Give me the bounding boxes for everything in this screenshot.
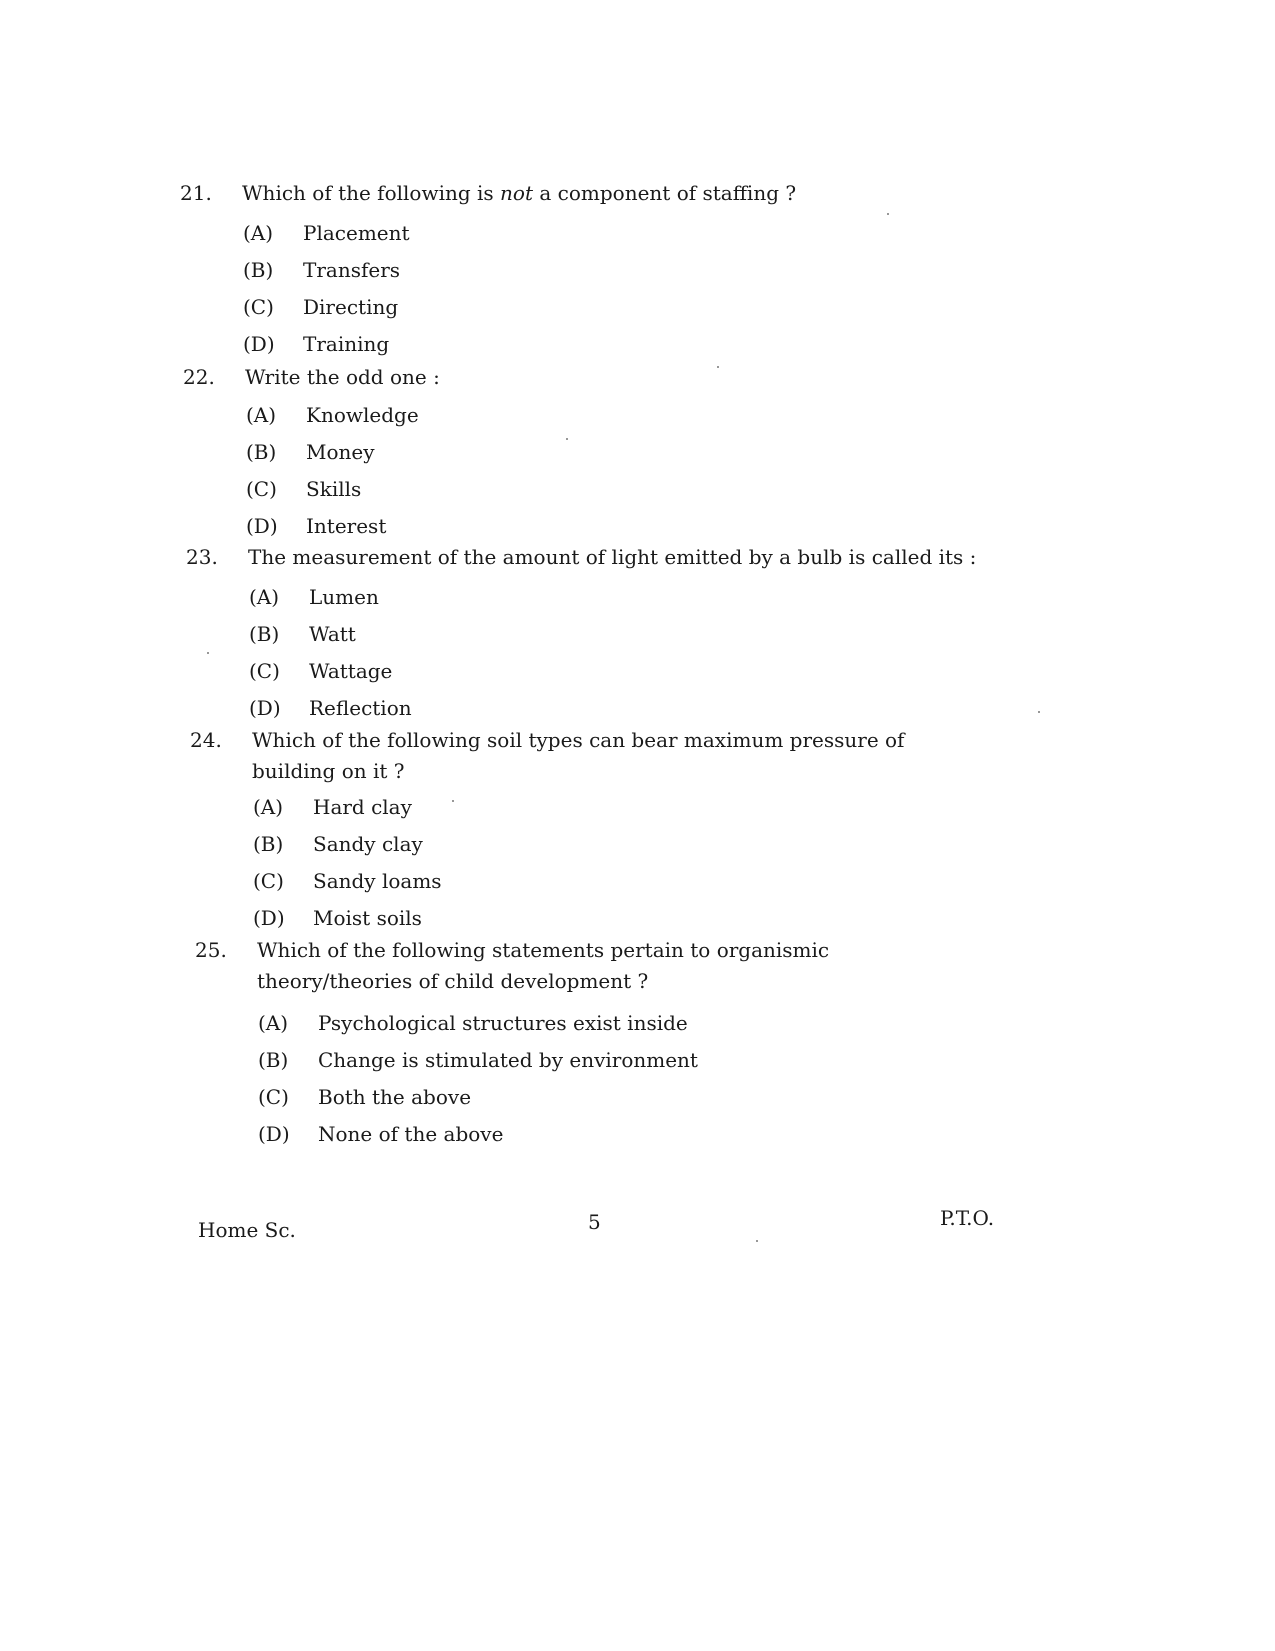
emphasis-not: not bbox=[500, 181, 534, 205]
option-letter: (B) bbox=[253, 832, 284, 856]
question-23 bbox=[186, 542, 1006, 727]
question-22 bbox=[183, 362, 1003, 545]
option-c bbox=[186, 653, 1006, 690]
option-d bbox=[195, 1116, 975, 1153]
question-25 bbox=[195, 935, 975, 1153]
option-text: Wattage bbox=[309, 659, 393, 683]
question-number: 24. bbox=[190, 728, 222, 752]
option-letter: (D) bbox=[243, 332, 275, 356]
question-text: Which of the following statements pertain to organismic theory/theories of child development ? bbox=[257, 938, 830, 993]
scan-speck bbox=[887, 213, 889, 215]
options-list bbox=[183, 397, 1003, 545]
scan-speck bbox=[717, 366, 719, 368]
option-c bbox=[180, 289, 1000, 326]
option-a bbox=[186, 579, 1006, 616]
option-letter: (C) bbox=[253, 869, 284, 893]
option-letter: (C) bbox=[243, 295, 274, 319]
option-d bbox=[180, 326, 1000, 363]
option-text: Knowledge bbox=[306, 403, 419, 427]
option-text: Directing bbox=[303, 295, 399, 319]
question-number: 23. bbox=[186, 545, 218, 569]
option-letter: (B) bbox=[258, 1048, 289, 1072]
option-b bbox=[180, 252, 1000, 289]
options-list bbox=[186, 579, 1006, 727]
option-text: Both the above bbox=[318, 1085, 472, 1109]
scan-speck bbox=[756, 1240, 758, 1242]
option-text: Training bbox=[303, 332, 390, 356]
option-text: Watt bbox=[309, 622, 356, 646]
question-header bbox=[180, 178, 1000, 209]
option-letter: (A) bbox=[243, 221, 274, 245]
option-text: Interest bbox=[306, 514, 387, 538]
option-letter: (A) bbox=[258, 1011, 289, 1035]
scan-speck bbox=[566, 438, 568, 440]
options-list bbox=[180, 215, 1000, 363]
options-list bbox=[190, 789, 970, 937]
footer-pto: P.T.O. bbox=[940, 1206, 995, 1230]
option-text: Moist soils bbox=[313, 906, 422, 930]
option-letter: (A) bbox=[246, 403, 277, 427]
option-d bbox=[186, 690, 1006, 727]
option-a bbox=[195, 1005, 975, 1042]
footer-page-number: 5 bbox=[588, 1210, 601, 1234]
option-letter: (C) bbox=[246, 477, 277, 501]
question-text: The measurement of the amount of light emitted by a bulb is called its : bbox=[248, 545, 977, 569]
option-b bbox=[183, 434, 1003, 471]
scan-speck bbox=[207, 652, 209, 654]
option-letter: (A) bbox=[253, 795, 284, 819]
question-21 bbox=[180, 178, 1000, 363]
scan-speck bbox=[452, 800, 454, 802]
option-text: Hard clay bbox=[313, 795, 412, 819]
option-text: Reflection bbox=[309, 696, 412, 720]
option-c bbox=[195, 1079, 975, 1116]
footer-subject: Home Sc. bbox=[198, 1218, 296, 1242]
option-c bbox=[190, 863, 970, 900]
question-text: Which of the following is not a component of staffing ? bbox=[242, 181, 797, 205]
option-d bbox=[190, 900, 970, 937]
option-text: Sandy loams bbox=[313, 869, 442, 893]
question-number: 21. bbox=[180, 181, 212, 205]
option-text: None of the above bbox=[318, 1122, 504, 1146]
question-header bbox=[186, 542, 1006, 573]
option-text: Money bbox=[306, 440, 375, 464]
option-text: Lumen bbox=[309, 585, 379, 609]
option-letter: (A) bbox=[249, 585, 280, 609]
option-d bbox=[183, 508, 1003, 545]
option-text: Transfers bbox=[303, 258, 401, 282]
option-letter: (C) bbox=[258, 1085, 289, 1109]
option-letter: (D) bbox=[249, 696, 281, 720]
question-text: Which of the following soil types can bear maximum pressure of building on it ? bbox=[252, 728, 905, 783]
option-letter: (B) bbox=[249, 622, 280, 646]
question-number: 25. bbox=[195, 938, 227, 962]
option-a bbox=[190, 789, 970, 826]
option-text: Sandy clay bbox=[313, 832, 423, 856]
option-letter: (C) bbox=[249, 659, 280, 683]
option-text: Skills bbox=[306, 477, 362, 501]
scan-speck bbox=[1038, 711, 1040, 713]
option-a bbox=[183, 397, 1003, 434]
question-text: Write the odd one : bbox=[245, 365, 440, 389]
question-header bbox=[190, 725, 970, 787]
option-letter: (D) bbox=[246, 514, 278, 538]
question-24 bbox=[190, 725, 970, 937]
question-header bbox=[183, 362, 1003, 393]
option-b bbox=[190, 826, 970, 863]
option-letter: (D) bbox=[253, 906, 285, 930]
option-c bbox=[183, 471, 1003, 508]
option-letter: (B) bbox=[246, 440, 277, 464]
options-list bbox=[195, 1005, 975, 1153]
option-letter: (D) bbox=[258, 1122, 290, 1146]
option-a bbox=[180, 215, 1000, 252]
option-b bbox=[186, 616, 1006, 653]
option-letter: (B) bbox=[243, 258, 274, 282]
option-text: Change is stimulated by environment bbox=[318, 1048, 698, 1072]
question-number: 22. bbox=[183, 365, 215, 389]
option-text: Placement bbox=[303, 221, 410, 245]
option-text: Psychological structures exist inside bbox=[318, 1011, 688, 1035]
option-b bbox=[195, 1042, 975, 1079]
question-header bbox=[195, 935, 975, 997]
